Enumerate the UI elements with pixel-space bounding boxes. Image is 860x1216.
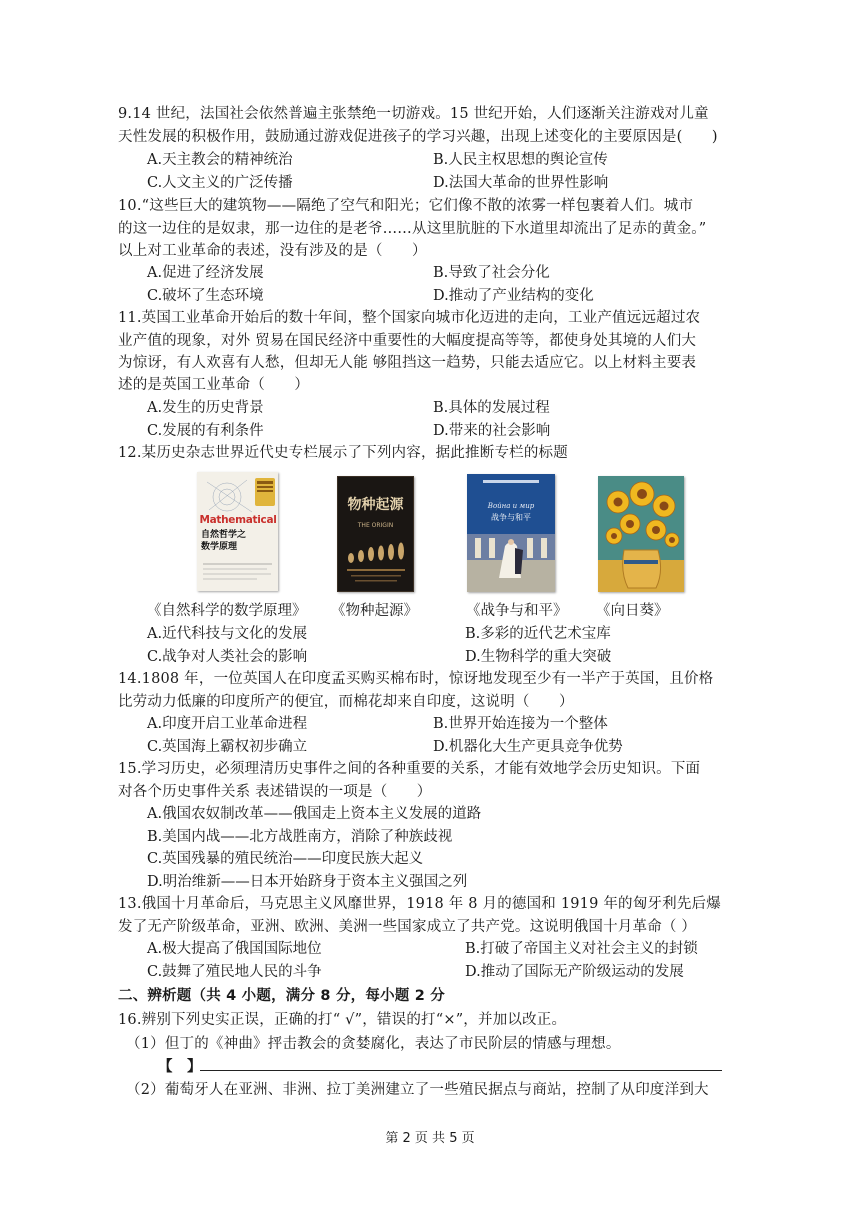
q11-stem-line4: 述的是英国工业革命（ ）: [118, 377, 310, 393]
q9-option-b: B.人民主权思想的舆论宣传: [433, 152, 608, 168]
q15-option-c: C.英国残暴的殖民统治——印度民族大起义: [147, 851, 424, 867]
caption-sunflowers: 《向日葵》: [596, 603, 669, 619]
mathematical-word: Mathematical: [199, 514, 277, 526]
q11-stem-line3: 为惊讶，有人欢喜有人愁，但却无人能 够阻挡这一趋势，只能去适应它。以上材料主要表: [118, 355, 697, 371]
q13-option-c: C.鼓舞了殖民地人民的斗争: [147, 964, 322, 980]
q10-option-a: A.促进了经济发展: [147, 265, 264, 281]
q14-option-a: A.印度开启工业革命进程: [147, 716, 308, 732]
q9-option-d: D.法国大革命的世界性影响: [433, 175, 609, 191]
q13-option-b: B.打破了帝国主义对社会主义的封锁: [465, 941, 698, 957]
q12-option-a: A.近代科技与文化的发展: [147, 626, 308, 642]
q14-stem-line2: 比劳动力低廉的印度所产的便宜，而棉花却来自印度，这说明（ ）: [118, 694, 574, 710]
q12-stem-line1: 12.某历史杂志世界近代史专栏展示了下列内容，据此推断专栏的标题: [118, 445, 568, 461]
q16-item2: （2）葡萄牙人在亚洲、非洲、拉丁美洲建立了一些殖民据点与商站，控制了从印度洋到大: [126, 1082, 709, 1098]
q9-stem-line2: 天性发展的积极作用，鼓励通过游戏促进孩子的学习兴趣，出现上述变化的主要原因是( ): [118, 129, 718, 145]
q10-stem-line3: 以上对工业革命的表述，没有涉及的是（ ）: [118, 243, 427, 259]
caption-mathematical-principles: 《自然科学的数学原理》: [147, 603, 307, 619]
q16-item1-answer-bracket: 【 】: [158, 1058, 202, 1075]
book-cover-war-and-peace: [467, 474, 555, 592]
q16-instruction: 16.辨别下列史实正误，正确的打“ √”，错误的打“×”，并加以改正。: [118, 1012, 567, 1028]
q10-option-b: B.导致了社会分化: [433, 265, 550, 281]
origin-en-title: THE ORIGIN: [357, 522, 394, 529]
q12-option-c: C.战争对人类社会的影响: [147, 649, 308, 665]
war-and-peace-cn-title: 战争与和平: [491, 513, 531, 522]
origin-cn-title: 物种起源: [347, 497, 404, 513]
caption-origin-of-species: 《物种起源》: [331, 603, 418, 619]
war-and-peace-cover-art: [467, 474, 555, 592]
caption-war-and-peace: 《战争与和平》: [466, 603, 568, 619]
q11-stem-line2: 业产值的现象，对外 贸易在国民经济中重要性的大幅度提高等等，都使身处其境的人们大: [118, 333, 697, 349]
q14-option-d: D.机器化大生产更具竞争优势: [433, 739, 623, 755]
q14-option-b: B.世界开始连接为一个整体: [433, 716, 608, 732]
q15-stem-line1: 15.学习历史，必须理清历史事件之间的各种重要的关系，才能有效地学会历史知识。下面: [118, 761, 701, 777]
q10-option-d: D.推动了产业结构的变化: [433, 288, 594, 304]
q11-option-c: C.发展的有利条件: [147, 423, 264, 439]
q10-option-c: C.破坏了生态环境: [147, 288, 264, 304]
q16-item1: （1）但丁的《神曲》抨击教会的贪婪腐化，表达了市民阶层的情感与理想。: [126, 1036, 621, 1052]
q11-option-a: A.发生的历史背景: [147, 400, 264, 416]
q13-stem-line2: 发了无产阶级革命，亚洲、欧洲、美洲一些国家成立了共产党。这说明俄国十月革命（ ）: [118, 919, 697, 935]
q14-option-c: C.英国海上霸权初步确立: [147, 739, 308, 755]
q9-stem-line1: 9.14 世纪，法国社会依然普遍主张禁绝一切游戏。15 世纪开始，人们逐渐关注游戏对儿童: [118, 106, 709, 122]
q12-option-b: B.多彩的近代艺术宝库: [465, 626, 611, 642]
q15-stem-line2: 对各个历史事件关系 表述错误的一项是（ ）: [118, 784, 432, 800]
sunflowers-painting: [598, 476, 684, 592]
book-cover-mathematical-principles: [197, 472, 278, 591]
q10-stem-line1: 10.“这些巨大的建筑物——隔绝了空气和阳光；它们像不散的浓雾一样包裹着人们。城市: [118, 198, 694, 214]
q15-option-d: D.明治维新——日本开始跻身于资本主义强国之列: [147, 874, 468, 890]
mathematical-cn-title: 自然哲学之数学原理: [201, 530, 247, 552]
q15-option-b: B.美国内战——北方战胜南方，消除了种族歧视: [147, 829, 453, 845]
war-and-peace-ru-title: Война и мир: [487, 502, 535, 510]
q13-stem-line1: 13.俄国十月革命后，马克思主义风靡世界，1918 年 8 月的德国和 1919 年的匈牙利先后爆: [118, 896, 721, 912]
book-cover-origin-of-species: [337, 476, 414, 592]
q12-option-d: D.生物科学的重大突破: [465, 649, 612, 665]
q13-option-d: D.推动了国际无产阶级运动的发展: [465, 964, 684, 980]
q10-stem-line2: 的这一边住的是奴隶，那一边住的是老爷……从这里肮脏的下水道里却流出了足赤的黄金。”: [118, 221, 707, 237]
q13-option-a: A.极大提高了俄国国际地位: [147, 941, 322, 957]
section2-heading: 二、辨析题（共 4 小题，满分 8 分，每小题 2 分: [118, 988, 445, 1004]
q14-stem-line1: 14.1808 年，一位英国人在印度孟买购买棉布时，惊讶地发现至少有一半产于英国，且价格: [118, 671, 714, 687]
q9-option-a: A.天主教会的精神统治: [147, 152, 293, 168]
q11-option-d: D.带来的社会影响: [433, 423, 551, 439]
q11-option-b: B.具体的发展过程: [433, 400, 550, 416]
sunflowers-art: [598, 476, 684, 592]
q15-option-a: A.俄国农奴制改革——俄国走上资本主义发展的道路: [147, 806, 482, 822]
q9-option-c: C.人文主义的广泛传播: [147, 175, 293, 191]
page-footer: 第 2 页 共 5 页: [385, 1131, 475, 1146]
q16-item1-answer-line: [200, 1070, 722, 1071]
q11-stem-line1: 11.英国工业革命开始后的数十年间，整个国家向城市化迈进的走向，工业产值远远超过农: [118, 310, 701, 326]
